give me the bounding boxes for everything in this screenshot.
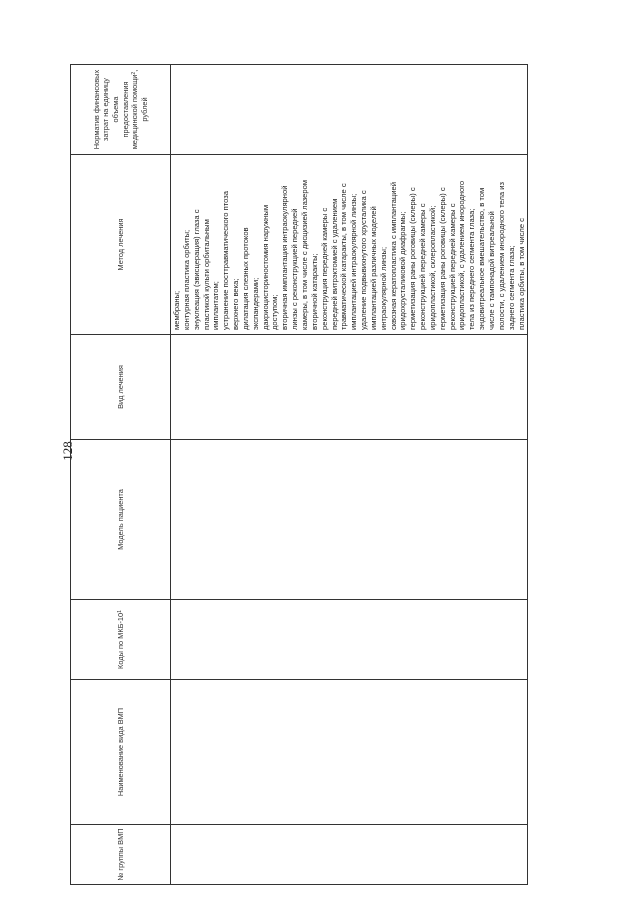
header-vmp-name: Наименование вида ВМП bbox=[71, 680, 171, 825]
treatment-method-line: дакриоцисториностомия наружным bbox=[260, 204, 270, 330]
cell-treatment-type bbox=[171, 335, 528, 440]
table-header-row bbox=[71, 65, 171, 885]
header-treatment-method: Метод лечения bbox=[71, 155, 171, 335]
treatment-method-line: иридохрусталиковой диафрагмы; bbox=[398, 211, 408, 330]
treatment-method-line: реконструкцией передней камеры с bbox=[418, 203, 428, 330]
treatment-method-line: имплантацией интраокулярной линзы; bbox=[349, 193, 359, 330]
treatment-method-line: пластика орбиты, в том числе с bbox=[516, 218, 526, 330]
cell-group-no bbox=[171, 825, 528, 885]
treatment-method-line: экспандерами; bbox=[250, 277, 260, 330]
treatment-method-line: мембраны; bbox=[172, 290, 181, 330]
page-number: 128 bbox=[60, 441, 75, 461]
vmp-table bbox=[70, 64, 528, 885]
header-mkb-footnote: 1 bbox=[116, 610, 123, 613]
header-norm-footnote: 2 bbox=[131, 71, 138, 75]
cell-treatment-method bbox=[171, 155, 528, 335]
treatment-method-line: числе с тампонадой витреальной bbox=[487, 211, 496, 330]
header-treatment-type: Вид лечения bbox=[71, 335, 171, 440]
treatment-method-line: дилатация слезных протоков bbox=[240, 227, 250, 330]
treatment-method-line: реконструкция передней камеры с bbox=[319, 207, 329, 330]
treatment-method-line: иридопластикой, с удалением инородного bbox=[457, 180, 467, 330]
header-mkb-codes: Коды по МКБ-$10^1$ bbox=[71, 600, 171, 680]
treatment-method-line: контурная пластика орбиты; bbox=[181, 229, 191, 330]
treatment-method-line: доступом; bbox=[270, 294, 280, 330]
treatment-method-line: пластикой культи орбитальным bbox=[201, 219, 211, 330]
header-patient-model: Модель пациента bbox=[71, 440, 171, 600]
treatment-method-line: эндовитреальное вмешательство, в том bbox=[477, 187, 487, 330]
treatment-method-line: заднего сегмента глаза; bbox=[506, 245, 516, 330]
rotated-table-container bbox=[70, 65, 526, 885]
treatment-method-line: герметизация раны роговицы (склеры) с bbox=[408, 187, 418, 330]
cell-vmp-name bbox=[171, 680, 528, 825]
treatment-method-line: удаление подвывихнутого хрусталика с bbox=[359, 190, 369, 330]
treatment-method-line: энуклеация (эвисцерация) глаза с bbox=[191, 209, 201, 330]
treatment-method-line: вторичной катаракты; bbox=[309, 253, 319, 330]
treatment-method-line: устранение посттравматического птоза bbox=[221, 191, 231, 330]
treatment-method-line: герметизация раны роговицы (склеры) с bbox=[437, 187, 447, 330]
cell-mkb-codes bbox=[171, 600, 528, 680]
header-group-no: № группы ВМП bbox=[71, 825, 171, 885]
treatment-method-line: вторичная имплантация интраокулярной bbox=[280, 185, 290, 330]
cell-patient-model bbox=[171, 440, 528, 600]
header-norm-cost: Норматив финансовых затрат на единицу объема предоставления медицинской помощи$^2$, рублей bbox=[71, 65, 171, 155]
treatment-method-line: тела из переднего сегмента глаза; bbox=[467, 208, 477, 330]
table-row bbox=[171, 65, 528, 885]
treatment-method-line: линзы с реконструкцией передней bbox=[290, 208, 300, 330]
treatment-method-line: верхнего века; bbox=[231, 278, 241, 330]
treatment-method-line: имплантатом; bbox=[211, 281, 221, 330]
treatment-method-line: передней витрэктомией с удалением bbox=[329, 198, 339, 330]
treatment-method-line: полости, с удалением инородного тела из bbox=[496, 182, 506, 330]
treatment-method-line: реконструкцией передней камеры с bbox=[447, 203, 457, 330]
treatment-method-line: имплантацией различных моделей bbox=[368, 206, 378, 330]
treatment-method-line: сквозная кератопластика с имплантацией bbox=[388, 182, 398, 330]
treatment-method-line: камеры, в том числе с дисцизией лазером bbox=[299, 179, 309, 330]
treatment-method-line: травматической катаракты, в том числе с bbox=[339, 183, 349, 330]
treatment-method-line: иридопластикой, склеропластикой; bbox=[427, 205, 437, 330]
treatment-method-line: интраокулярной линзы; bbox=[378, 246, 388, 330]
cell-norm-cost bbox=[171, 65, 528, 155]
